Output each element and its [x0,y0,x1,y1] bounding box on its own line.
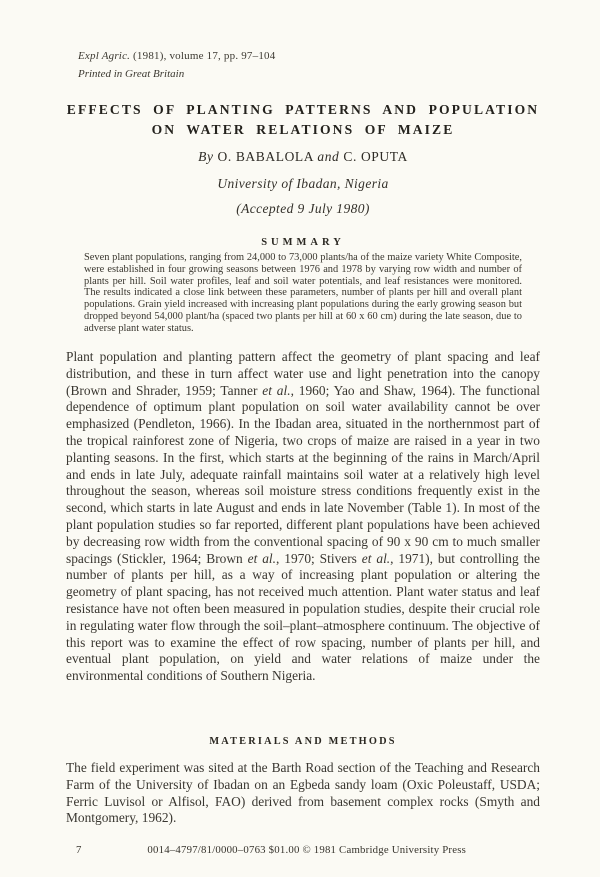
summary-abstract: Seven plant populations, ranging from 24,000 to 73,000 plants/ha of the maize variety White Composite, were established in four growing seasons between 1976 and 1978 by varying row width and number of plants per hill. Soil water profiles, leaf and soil water potentials, and leaf resistances were monitored. The results indicated a close link between these parameters, number of plants per hill and overall plant populations. Grain yield increased with increasing plant populations during the early growing season but dropped beyond 54,000 plant/ha (spaced two plants per hill at 60 x 60 cm) during the late season, due to adverse plant water status. [84,252,522,334]
accepted-date: (Accepted 9 July 1980) [236,201,370,216]
printed-in-notice: Printed in Great Britain [78,68,185,80]
journal-reference: Expl Agric. (1981), volume 17, pp. 97–104 [78,50,276,62]
summary-heading: SUMMARY [261,237,345,248]
byline: By O. BABALOLA and C. OPUTA [198,149,408,164]
article-title-line-2: ON WATER RELATIONS OF MAIZE [151,121,455,137]
copyright-line: 0014–4797/81/0000–0763 $01.00 © 1981 Cambridge University Press [147,844,467,856]
introduction-paragraph: Plant population and planting pattern affect the geometry of plant spacing and leaf distribution, and these in turn affect water use and light penetration into the canopy (Brown and Shrader, 1959; Tanner et al., 1960; Yao and Shaw, 1964). The functional dependence of optimum plant population on soil water availability cannot be over emphasized (Pendleton, 1966). In the Ibadan area, situated in the northernmost part of the tropical rainforest zone of Nigeria, two crops of maize are raised in a year in two planting seasons. In the first, which starts at the beginning of the rains in March/April and ends in late July, adequate rainfall maintains soil water at a relatively high level throughout the season, whereas soil moisture stress conditions frequently exist in the second, which starts in late August and ends in late November (Table 1). In most of the plant population studies so far reported, different plant populations have been achieved by decreasing row width from the conventional spacing of 90 x 90 cm to much smaller spacings (Stickler, 1964; Brown et al., 1970; Stivers et al., 1971), but controlling the number of plants per hill, as a way of increasing plant population or altering the geometry of plant spacing, has not received much attention. Plant water status and leaf resistance have not often been measured in population studies, despite their crucial role in regulating water flow through the soil–plant–atmosphere continuum. The objective of this report was to examine the effect of row spacing, number of plants per hill, and eventual plant population, on yield and water relations of maize under the environmental conditions of Southern Nigeria. [66,349,540,684]
affiliation: University of Ibadan, Nigeria [217,176,389,191]
article-title-line-1: EFFECTS OF PLANTING PATTERNS AND POPULATION [66,102,540,117]
materials-and-methods-heading: MATERIALS AND METHODS [209,736,397,747]
page-signature-mark: 7 [76,844,82,856]
page-footer [66,844,540,856]
article-title [66,100,540,139]
methods-paragraph: The field experiment was sited at the Barth Road section of the Teaching and Research Farm of the University of Ibadan on an Egbeda sandy loam (Oxic Poleustaff, USDA; Ferric Luvisol or Alfisol, FAO) derived from basement complex rocks (Smyth and Montgomery, 1962). [66,760,540,826]
